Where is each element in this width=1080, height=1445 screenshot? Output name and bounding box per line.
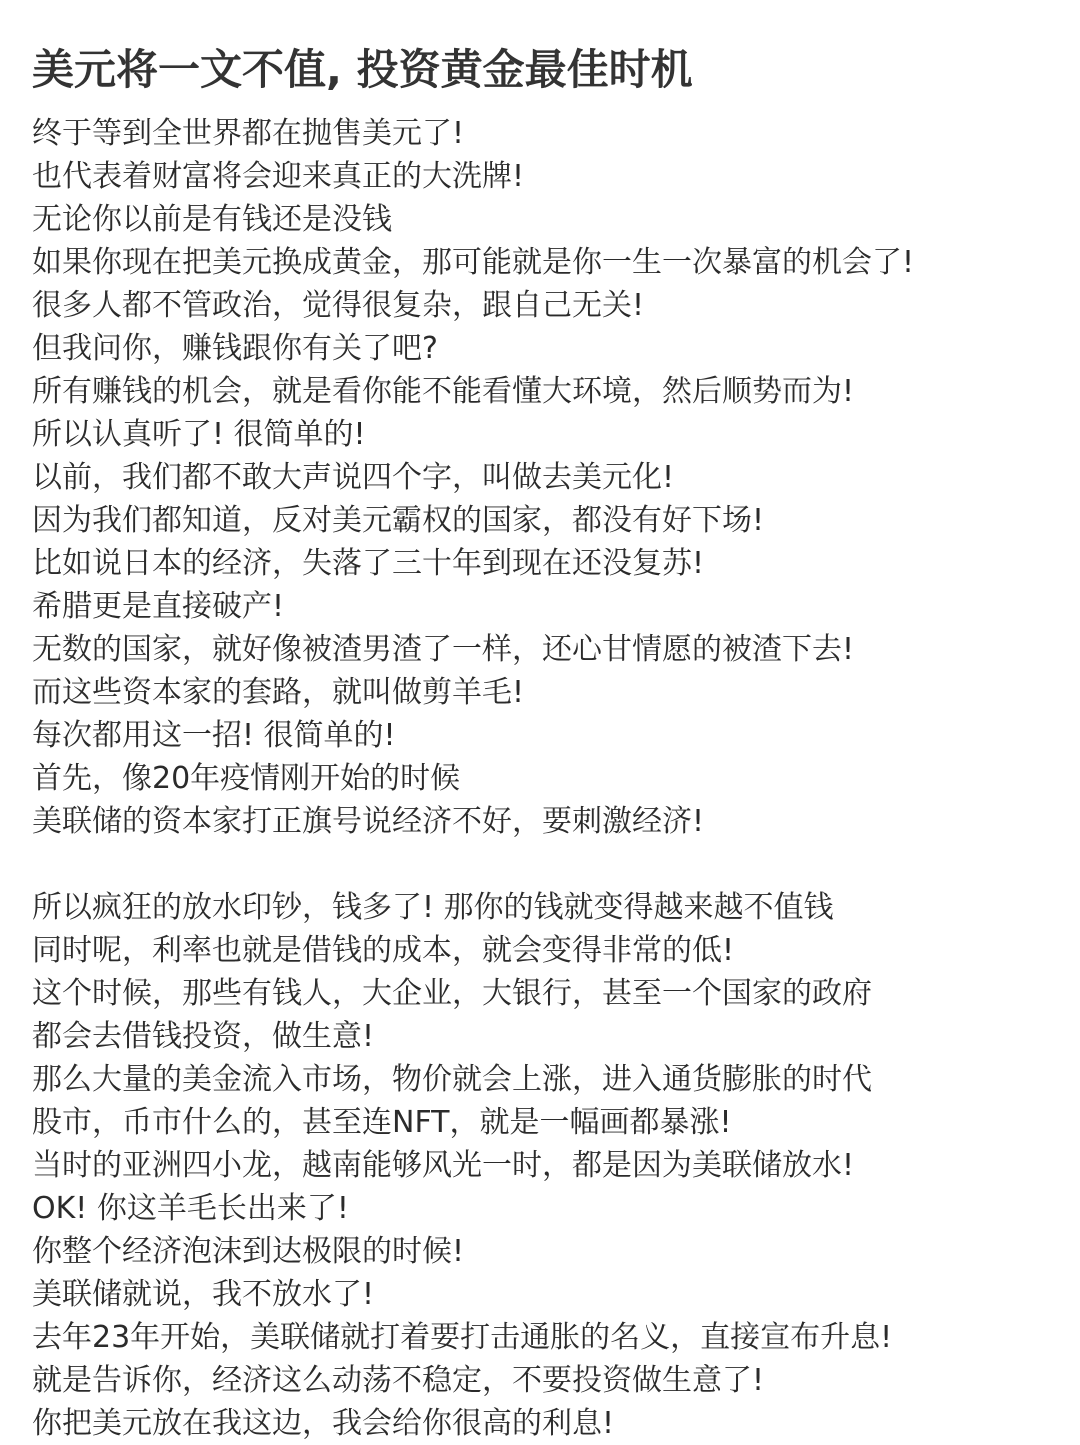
- text-line: 所以疯狂的放水印钞，钱多了! 那你的钱就变得越来越不值钱: [32, 890, 834, 925]
- paragraph: [32, 112, 914, 843]
- article-title: 美元将一文不值, 投资黄金最佳时机: [32, 45, 693, 95]
- text-line: OK! 你这羊毛长出来了!: [32, 1191, 349, 1226]
- article-body: [32, 112, 914, 1445]
- text-line: 每次都用这一招! 很简单的!: [32, 718, 396, 753]
- text-line: 很多人都不管政治，觉得很复杂，跟自己无关!: [32, 288, 645, 323]
- text-line: 美联储的资本家打正旗号说经济不好，要刺激经济!: [32, 804, 705, 839]
- text-line: 比如说日本的经济，失落了三十年到现在还没复苏!: [32, 546, 705, 581]
- text-line: 所有赚钱的机会，就是看你能不能看懂大环境，然后顺势而为!: [32, 374, 855, 409]
- text-line: 都会去借钱投资，做生意!: [32, 1019, 375, 1054]
- text-line: 也代表着财富将会迎来真正的大洗牌!: [32, 159, 525, 194]
- text-line: 美联储就说，我不放水了!: [32, 1277, 375, 1312]
- text-line: 而这些资本家的套路，就叫做剪羊毛!: [32, 675, 525, 710]
- text-line: 但我问你，赚钱跟你有关了吧?: [32, 331, 438, 366]
- text-line: 同时呢，利率也就是借钱的成本，就会变得非常的低!: [32, 933, 735, 968]
- text-line: 首先，像20年疫情刚开始的时候: [32, 761, 461, 796]
- text-line: 那么大量的美金流入市场，物价就会上涨，进入通货膨胀的时代: [32, 1062, 872, 1097]
- text-line: 如果你现在把美元换成黄金，那可能就是你一生一次暴富的机会了!: [32, 245, 915, 280]
- paragraph: [32, 886, 914, 1445]
- text-line: 这个时候，那些有钱人，大企业，大银行，甚至一个国家的政府: [32, 976, 872, 1011]
- text-line: 希腊更是直接破产!: [32, 589, 285, 624]
- text-line: 当时的亚洲四小龙，越南能够风光一时，都是因为美联储放水!: [32, 1148, 855, 1183]
- text-line: 所以认真听了! 很简单的!: [32, 417, 366, 452]
- text-line: 无数的国家，就好像被渣男渣了一样，还心甘情愿的被渣下去!: [32, 632, 855, 667]
- text-line: 去年23年开始，美联储就打着要打击通胀的名义，直接宣布升息!: [32, 1320, 893, 1355]
- text-line: 因为我们都知道，反对美元霸权的国家，都没有好下场!: [32, 503, 765, 538]
- text-line: 终于等到全世界都在抛售美元了!: [32, 116, 465, 151]
- text-line: 无论你以前是有钱还是没钱: [32, 202, 392, 237]
- text-line: 股市，币市什么的，甚至连NFT，就是一幅画都暴涨!: [32, 1105, 732, 1140]
- text-line: 你把美元放在我这边，我会给你很高的利息!: [32, 1406, 615, 1441]
- text-line: 就是告诉你，经济这么动荡不稳定，不要投资做生意了!: [32, 1363, 765, 1398]
- text-line: 你整个经济泡沫到达极限的时候!: [32, 1234, 465, 1269]
- text-line: 以前，我们都不敢大声说四个字，叫做去美元化!: [32, 460, 675, 495]
